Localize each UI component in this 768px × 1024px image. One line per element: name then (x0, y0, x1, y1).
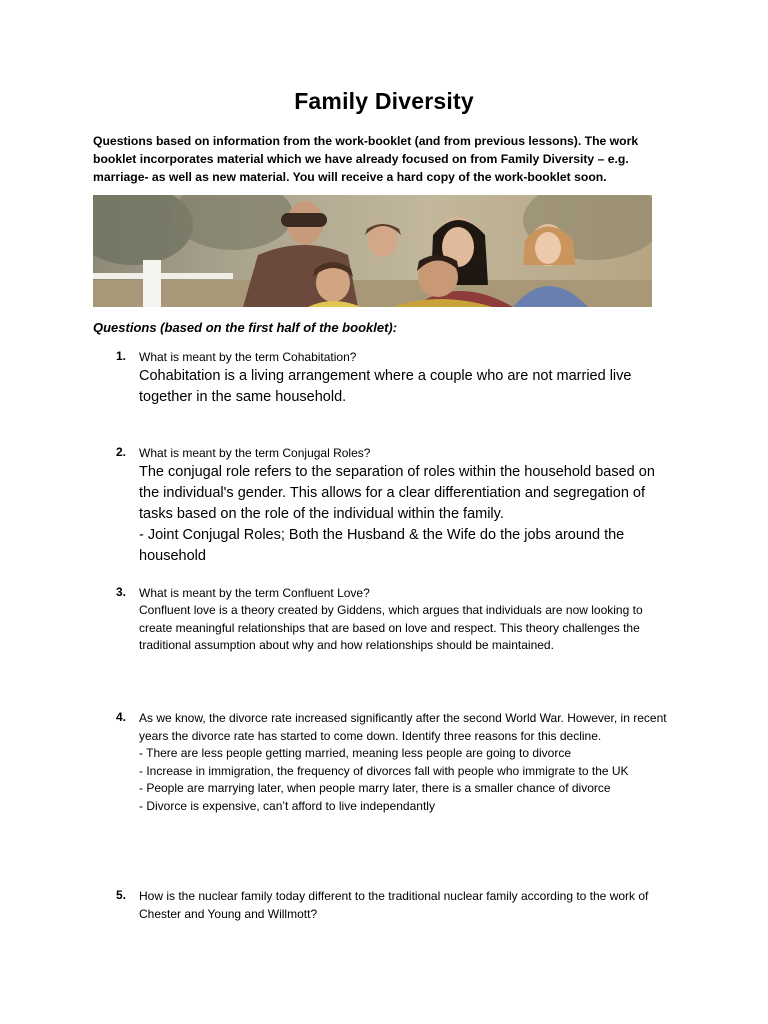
question-answer: The conjugal role refers to the separation of roles within the household based on the individual's gender. This allows for a clear differentiation and segregation of tasks based on the role of the individual within the family. (139, 464, 655, 522)
question-prompt: As we know, the divorce rate increased significantly after the second World War. However, in recent years the divorce rate has started to come down. Identify three reasons for this decline. (139, 711, 667, 743)
questions-subheading: Questions (based on the first half of the booklet): (93, 320, 398, 335)
question-number: 4. (116, 710, 127, 724)
question-prompt: What is meant by the term Conjugal Roles? (139, 446, 371, 460)
question-number: 3. (116, 585, 127, 599)
question-prompt: What is meant by the term Cohabitation? (139, 350, 357, 364)
question-answer-bullet: - Joint Conjugal Roles; Both the Husband & the Wife do the jobs around the household (139, 527, 625, 564)
question-answer-bullet: - People are marrying later, when people marry later, there is a smaller chance of divorce (139, 781, 611, 795)
question-answer-bullet: - Increase in immigration, the frequency of divorces fall with people who immigrate to the UK (139, 763, 629, 778)
intro-paragraph: Questions based on information from the work-booklet (and from previous lessons). The work booklet incorporates material which we have already focused on from Family Diversity – e.g. marriage- as well as new material. You will receive a hard copy of the work-booklet soon. (93, 134, 639, 184)
question-answer-bullet: - There are less people getting married, meaning less people are going to divorce (139, 746, 572, 760)
question-answer-bullet: - Divorce is expensive, can’t afford to live independantly (139, 798, 435, 813)
family-photo (93, 195, 652, 307)
question-answer: Confluent love is a theory created by Giddens, which argues that individuals are now looking to create meaningful relationships that are based on love and respect. This theory challenges the traditional assumption about why and how relationships should be maintained. (139, 603, 643, 652)
document-title: Family Diversity (294, 88, 474, 114)
question-number: 1. (116, 349, 127, 363)
question-answer: Cohabitation is a living arrangement where a couple who are not married live together in the same household. (139, 368, 632, 405)
question-prompt: What is meant by the term Confluent Love? (139, 586, 370, 600)
question-number: 5. (116, 888, 127, 902)
question-number: 2. (116, 445, 127, 459)
question-prompt: How is the nuclear family today different to the traditional nuclear family according to the work of Chester and Young and Willmott? (139, 889, 649, 921)
